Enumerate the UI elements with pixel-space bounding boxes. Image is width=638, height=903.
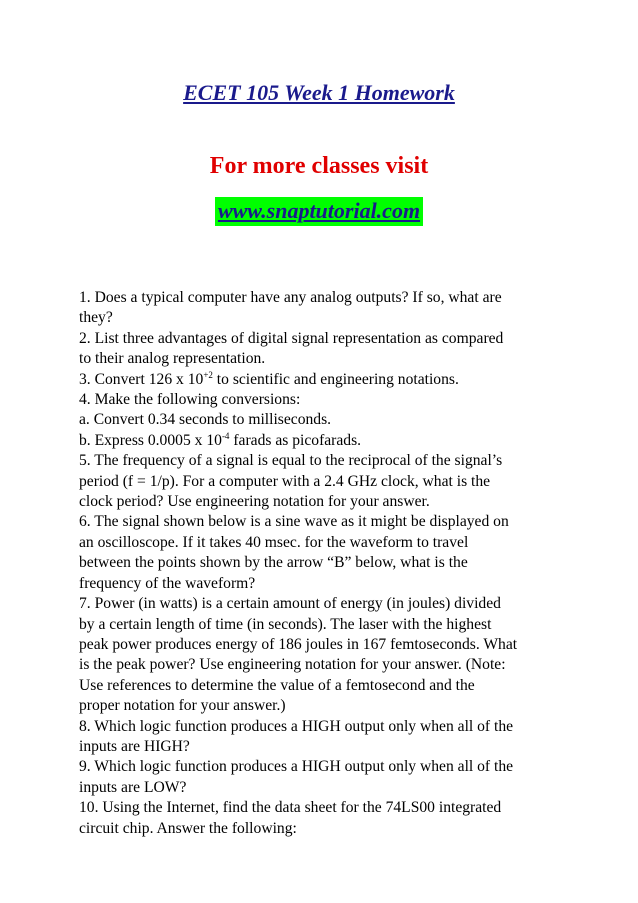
text-line: proper notation for your answer.) xyxy=(79,697,286,715)
text-line: a. Convert 0.34 seconds to milliseconds. xyxy=(79,411,332,429)
exponent: -4 xyxy=(221,430,230,441)
text-line: 2. List three advantages of digital signal representation as compared xyxy=(79,329,504,347)
text-segment: 3. Convert 126 x 10 xyxy=(79,370,204,388)
text-line: 7. Power (in watts) is a certain amount of energy (in joules) divided xyxy=(79,595,501,613)
text-line: 10. Using the Internet, find the data sheet for the 74LS00 integrated xyxy=(79,799,502,817)
text-line: 4. Make the following conversions: xyxy=(79,391,301,409)
text-line: peak power produces energy of 186 joules in 167 femtoseconds. What xyxy=(79,635,518,653)
text-line: inputs are LOW? xyxy=(79,778,187,796)
text-segment: to scientific and engineering notations. xyxy=(212,370,459,388)
exponent: +2 xyxy=(203,369,213,380)
text-line: an oscilloscope. If it takes 40 msec. for the waveform to travel xyxy=(79,533,469,551)
text-line xyxy=(79,370,569,390)
text-line: to their analog representation. xyxy=(79,350,266,368)
text-segment: farads as picofarads. xyxy=(229,431,362,449)
promo-heading: For more classes visit xyxy=(209,153,429,179)
text-line: frequency of the waveform? xyxy=(79,574,256,592)
text-line: by a certain length of time (in seconds). The laser with the highest xyxy=(79,615,492,633)
text-line: 8. Which logic function produces a HIGH output only when all of the xyxy=(79,717,514,735)
text-line: 9. Which logic function produces a HIGH output only when all of the xyxy=(79,758,514,776)
promo-link-container xyxy=(0,197,638,226)
text-line: 6. The signal shown below is a sine wave as it might be displayed on xyxy=(79,513,509,531)
text-line: is the peak power? Use engineering notation for your answer. (Note: xyxy=(79,656,506,674)
document-title: ECET 105 Week 1 Homework xyxy=(183,80,455,105)
text-line: period (f = 1/p). For a computer with a 2.4 GHz clock, what is the xyxy=(79,472,491,490)
text-line: 1. Does a typical computer have any analog outputs? If so, what are xyxy=(79,289,502,306)
questions-body xyxy=(79,288,569,839)
text-line: inputs are HIGH? xyxy=(79,737,190,755)
text-line: between the points shown by the arrow “B” below, what is the xyxy=(79,554,468,572)
text-line xyxy=(79,431,569,451)
text-segment: b. Express 0.0005 x 10 xyxy=(79,431,222,449)
text-line: 5. The frequency of a signal is equal to the reciprocal of the signal’s xyxy=(79,452,503,470)
text-line: Use references to determine the value of a femtosecond and the xyxy=(79,676,475,694)
text-line: circuit chip. Answer the following: xyxy=(79,819,297,837)
text-line: they? xyxy=(79,309,113,327)
text-line: clock period? Use engineering notation for your answer. xyxy=(79,493,430,511)
promo-link[interactable]: www.snaptutorial.com xyxy=(215,197,423,226)
